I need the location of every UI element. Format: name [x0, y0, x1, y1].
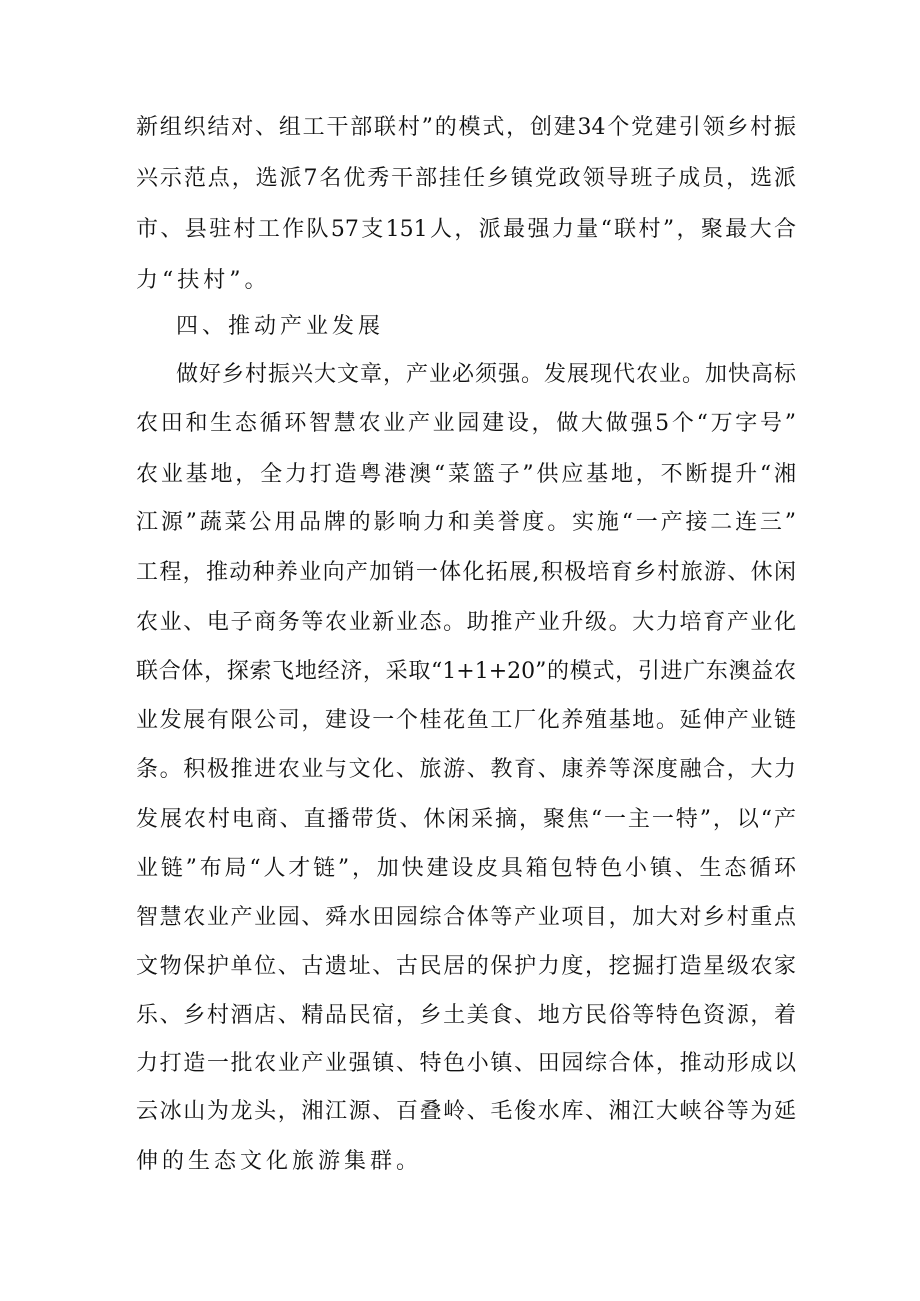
paragraph-line: 条。积极推进农业与文化、旅游、教育、康养等深度融合，大力 — [136, 757, 796, 782]
paragraph-line: 兴示范点，选派7名优秀干部挂任乡镇党政领导班子成员，选派 — [136, 166, 796, 191]
paragraph-line: 文物保护单位、古遗址、古民居的保护力度，挖掘打造星级农家 — [136, 954, 796, 979]
paragraph-line: 乐、乡村酒店、精品民宿，乡土美食、地方民俗等特色资源，着 — [136, 1003, 796, 1028]
paragraph-line: 联合体，探索飞地经济，采取“1+1+20”的模式，引进广东澳益农 — [136, 659, 796, 684]
paragraph-line: 伸的生态文化旅游集群。 — [136, 1149, 423, 1174]
paragraph-line: 新组织结对、组工干部联村”的模式，创建34个党建引领乡村振 — [136, 115, 796, 140]
paragraph-line: 发展农村电商、直播带货、休闲采摘，聚焦“一主一特”，以“产 — [136, 807, 796, 832]
section-heading: 四、推动产业发展 — [176, 314, 385, 339]
paragraph-line: 做好乡村振兴大文章，产业必须强。发展现代农业。加快高标 — [176, 362, 796, 387]
paragraph-line: 工程，推动种养业向产加销一体化拓展,积极培育乡村旅游、休闲 — [136, 560, 796, 585]
paragraph-line: 江源”蔬菜公用品牌的影响力和美誉度。实施“一产接二连三” — [136, 510, 796, 535]
paragraph-line: 力“扶村”。 — [136, 268, 271, 293]
paragraph-line: 云冰山为龙头，湘江源、百叠岭、毛俊水库、湘江大峡谷等为延 — [136, 1099, 796, 1124]
paragraph-line: 业链”布局“人才链”，加快建设皮具箱包特色小镇、生态循环 — [136, 856, 796, 881]
paragraph-line: 农业基地，全力打造粤港澳“菜篮子”供应基地，不断提升“湘 — [136, 462, 796, 487]
paragraph-line: 市、县驻村工作队57支151人，派最强力量“联村”，聚最大合 — [136, 217, 796, 242]
paragraph-line: 业发展有限公司，建设一个桂花鱼工厂化养殖基地。延伸产业链 — [136, 708, 796, 733]
paragraph-line: 力打造一批农业产业强镇、特色小镇、田园综合体，推动形成以 — [136, 1051, 796, 1076]
paragraph-line: 农田和生态循环智慧农业产业园建设，做大做强5个“万字号” — [136, 411, 796, 436]
paragraph-line: 智慧农业产业园、舜水田园综合体等产业项目，加大对乡村重点 — [136, 905, 796, 930]
paragraph-line: 农业、电子商务等农业新业态。助推产业升级。大力培育产业化 — [136, 610, 796, 635]
